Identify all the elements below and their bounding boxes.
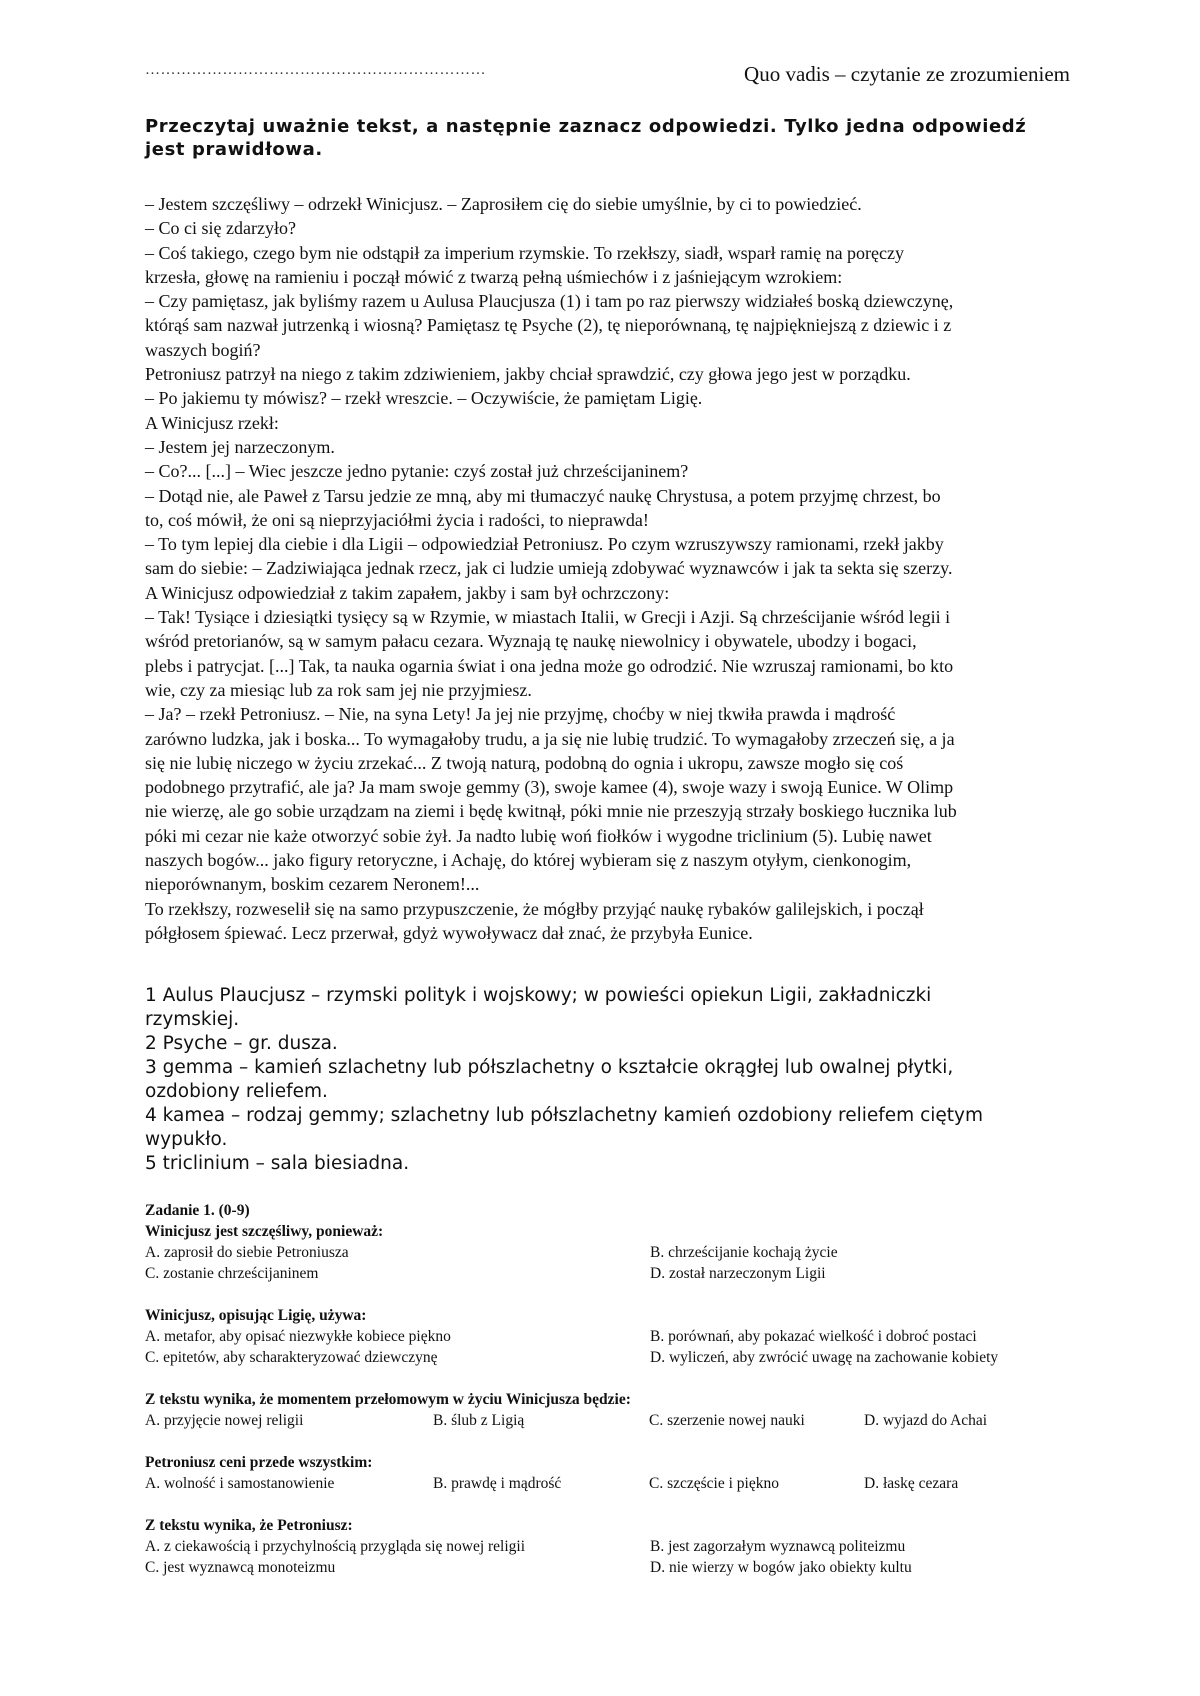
passage-line: naszych bogów... jako figury retoryczne, i Achaję, do której wybieram się z naszym otyłym, cienkonogim, xyxy=(145,850,912,871)
passage-line: – Co ci się zdarzyło? xyxy=(145,218,296,239)
answer-option-a[interactable]: A. zaprosił do siebie Petroniusza xyxy=(145,1244,349,1261)
passage-line: – Czy pamiętasz, jak byliśmy razem u Aulusa Plaucjusza (1) i tam po raz pierwszy widziałeś boską dziewczynę, xyxy=(145,291,954,312)
passage-line: zarówno ludzka, jak i boska... To wymagałoby trudu, a ja się nie lubię trudzić. To wymagałoby zrzeczeń się, a ja xyxy=(145,728,955,749)
passage-line: sam do siebie: – Zadziwiająca jednak rzecz, jak ci ludzie umieją zdobywać wyznawców i jak ta sekta się szerzy. xyxy=(145,558,953,579)
passage-line: – Ja? – rzekł Petroniusz. – Nie, na syna Lety! Ja jej nie przyjmę, choćby w niej tkwiła prawda i mądrość xyxy=(145,704,896,725)
passage-line: – Co?... [...] – Wiec jeszcze jedno pytanie: czyś został już chrześcijaninem? xyxy=(145,461,689,482)
passage-line: to, coś mówił, że oni są nieprzyjaciółmi życia i radości, to nieprawda! xyxy=(145,509,649,530)
question-block xyxy=(145,1389,1080,1431)
instruction-line: Przeczytaj uważnie tekst, a następnie zaznacz odpowiedzi. Tylko jedna odpowiedź xyxy=(145,116,1027,137)
footnote-line: 5 triclinium – sala biesiadna. xyxy=(145,1153,410,1174)
answer-options xyxy=(145,1536,1080,1578)
footnote-line: 4 kamea – rodzaj gemmy; szlachetny lub półszlachetny kamień ozdobiony reliefem ciętym xyxy=(145,1105,983,1126)
answer-option-a[interactable]: A. przyjęcie nowej religii xyxy=(145,1412,304,1429)
footnote-line: 1 Aulus Plaucjusz – rzymski polityk i wojskowy; w powieści opiekun Ligii, zakładniczki xyxy=(145,985,932,1006)
answer-option-c[interactable]: C. szczęście i piękno xyxy=(649,1475,779,1492)
footnotes xyxy=(145,984,1065,1176)
passage-line: się nie lubię niczego w życiu zrzekać... Z twoją naturą, podobną do ognia i ukropu, zawsze mogło się coś xyxy=(145,752,904,773)
answer-option-c[interactable]: C. jest wyznawcą monoteizmu xyxy=(145,1559,336,1576)
answer-option-a[interactable]: A. wolność i samostanowienie xyxy=(145,1475,335,1492)
answer-option-a[interactable]: A. metafor, aby opisać niezwykłe kobiece piękno xyxy=(145,1328,451,1345)
passage-line: – Coś takiego, czego bym nie odstąpił za imperium rzymskie. To rzekłszy, siadł, wsparł ramię na poręczy xyxy=(145,242,905,263)
question-block xyxy=(145,1221,1080,1284)
passage-line: waszych bogiń? xyxy=(145,339,261,360)
question-block xyxy=(145,1452,1080,1494)
passage-line: wśród pretorianów, są w samym pałacu cezara. Wyznają tę naukę niewolnicy i obywatele, ubodzy i bogaci, xyxy=(145,631,917,652)
question-stem: Petroniusz ceni przede wszystkim: xyxy=(145,1454,373,1471)
passage-line: nieporównanym, boskim cezarem Neronem!... xyxy=(145,874,480,895)
passage-line: – Dotąd nie, ale Paweł z Tarsu jedzie ze mną, aby mi tłumaczyć naukę Chrystusa, a potem przyjmę chrzest, bo xyxy=(145,485,941,506)
footnote-line: 3 gemma – kamień szlachetny lub półszlachetny o kształcie okrągłej lub owalnej płytki, xyxy=(145,1057,954,1078)
question-block xyxy=(145,1515,1080,1578)
answer-option-b[interactable]: B. ślub z Ligią xyxy=(433,1412,525,1429)
question-stem: Winicjusz jest szczęśliwy, ponieważ: xyxy=(145,1223,384,1240)
footnote-line: 2 Psyche – gr. dusza. xyxy=(145,1033,338,1054)
quiz-title: Zadanie 1. (0-9) xyxy=(145,1202,250,1219)
passage-line: A Winicjusz odpowiedział z takim zapałem, jakby i sam był ochrzczony: xyxy=(145,582,670,603)
footnote-line: wypukło. xyxy=(145,1129,228,1150)
answer-option-d[interactable]: D. wyliczeń, aby zwrócić uwagę na zachowanie kobiety xyxy=(650,1349,999,1366)
answer-options xyxy=(145,1326,1080,1368)
answer-option-c[interactable]: C. zostanie chrześcijaninem xyxy=(145,1265,319,1282)
answer-options xyxy=(145,1473,1080,1494)
passage-line: nie wierzę, ale go sobie urządzam na ziemi i będę kwitnął, póki mnie nie przeszyją strzały boskiego łucznika lub xyxy=(145,801,957,822)
answer-option-b[interactable]: B. porównań, aby pokazać wielkość i dobroć postaci xyxy=(650,1328,977,1345)
answer-option-c[interactable]: C. szerzenie nowej nauki xyxy=(649,1412,805,1429)
answer-option-d[interactable]: D. nie wierzy w bogów jako obiekty kultu xyxy=(650,1559,912,1576)
passage-line: póki mi cezar nie każe otworzyć sobie żył. Ja nadto lubię woń fiołków i wygodne triclinium (5). Lubię nawet xyxy=(145,825,932,846)
passage-line: – Jestem jej narzeczonym. xyxy=(145,436,335,457)
answer-option-b[interactable]: B. prawdę i mądrość xyxy=(433,1475,562,1492)
passage-line: krzesła, głowę na ramieniu i począł mówić z twarzą pełną uśmiechów i z jaśniejącym wzrokiem: xyxy=(145,266,843,287)
passage-line: którąś sam nazwał jutrzenką i wiosną? Pamiętasz tę Psyche (2), tę nieporównaną, tę najpiękniejszą z dziewic i z xyxy=(145,315,952,336)
page-header xyxy=(145,62,1070,92)
question-block xyxy=(145,1305,1080,1368)
passage-line: To rzekłszy, rozweselił się na samo przypuszczenie, że mógłby przyjąć naukę rybaków galilejskich, i począł xyxy=(145,898,924,919)
passage-line: plebs i patrycjat. [...] Tak, ta nauka ogarnia świat i ona jedna może go odrodzić. Nie wzruszaj ramionami, bo kto xyxy=(145,655,954,676)
footnote-line: ozdobiony reliefem. xyxy=(145,1081,328,1102)
answer-options xyxy=(145,1242,1080,1284)
passage-text xyxy=(145,192,1065,945)
answer-option-c[interactable]: C. epitetów, aby scharakteryzować dziewczynę xyxy=(145,1349,438,1366)
passage-line: podobnego przytrafić, ale ja? Ja mam swoje gemmy (3), swoje kamee (4), swoje wazy i swoją Eunice. W Olimp xyxy=(145,777,954,798)
answer-option-b[interactable]: B. jest zagorzałym wyznawcą politeizmu xyxy=(650,1538,906,1555)
passage-line: – Tak! Tysiące i dziesiątki tysięcy są w Rzymie, w miastach Italii, w Grecji i Azji. Są chrześcijanie wśród legii i xyxy=(145,607,951,628)
quiz-section xyxy=(145,1200,1080,1599)
passage-line: – Po jakiemu ty mówisz? – rzekł wreszcie. – Oczywiście, że pamiętam Ligię. xyxy=(145,388,703,409)
name-blank-line: ………………………………………………………… xyxy=(145,62,486,78)
answer-option-a[interactable]: A. z ciekawością i przychylnością przygląda się nowej religii xyxy=(145,1538,526,1555)
passage-line: półgłosem śpiewać. Lecz przerwał, gdyż wywoływacz dał znać, że przybyła Eunice. xyxy=(145,922,753,943)
passage-line: – To tym lepiej dla ciebie i dla Ligii – odpowiedział Petroniusz. Po czym wzruszywszy ramionami, rzekł jakby xyxy=(145,534,944,555)
document-title: Quo vadis – czytanie ze zrozumieniem xyxy=(744,62,1070,86)
passage-line: – Jestem szczęśliwy – odrzekł Winicjusz. – Zaprosiłem cię do siebie umyślnie, by ci to powiedzieć. xyxy=(145,194,862,214)
passage-line: wie, czy za miesiąc lub za rok sam jej nie przyjmiesz. xyxy=(145,679,532,700)
footnote-line: rzymskiej. xyxy=(145,1009,240,1030)
question-stem: Winicjusz, opisując Ligię, używa: xyxy=(145,1307,367,1324)
answer-option-b[interactable]: B. chrześcijanie kochają życie xyxy=(650,1244,838,1261)
passage-line: Petroniusz patrzył na niego z takim zdziwieniem, jakby chciał sprawdzić, czy głowa jego jest w porządku. xyxy=(145,364,911,385)
answer-option-d[interactable]: D. został narzeczonym Ligii xyxy=(650,1265,826,1282)
answer-option-d[interactable]: D. łaskę cezara xyxy=(864,1475,959,1492)
passage-line: A Winicjusz rzekł: xyxy=(145,412,279,433)
instruction-line: jest prawidłowa. xyxy=(145,139,323,160)
instruction xyxy=(145,115,1065,161)
answer-option-d[interactable]: D. wyjazd do Achai xyxy=(864,1412,988,1429)
answer-options xyxy=(145,1410,1080,1431)
question-stem: Z tekstu wynika, że Petroniusz: xyxy=(145,1517,353,1534)
question-stem: Z tekstu wynika, że momentem przełomowym w życiu Winicjusza będzie: xyxy=(145,1391,631,1408)
